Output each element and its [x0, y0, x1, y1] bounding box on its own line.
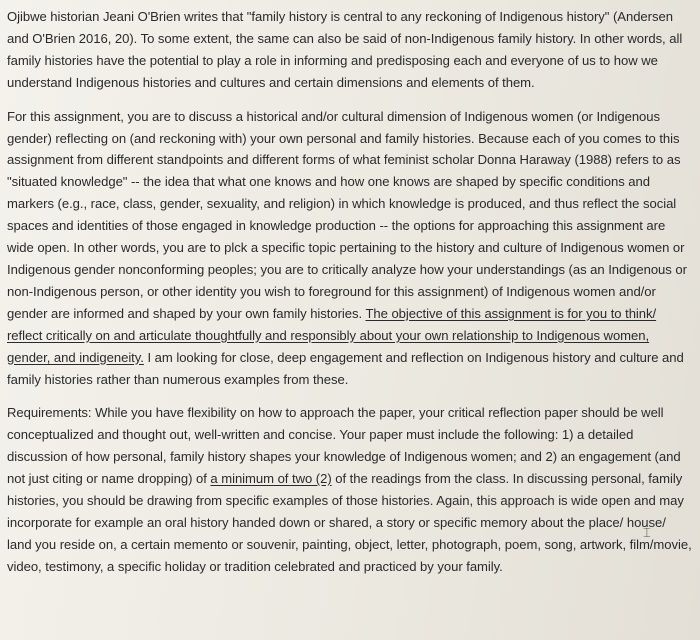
paragraph-intro-text: Ojibwe historian Jeani O'Brien writes that "family history is central to any reckoning of Indigenous history" (Andersen and O'Brien 2016, 20). To some extent, the same can also be said of non-Indigenous family history. In other words, all family histories have the potential to play a role in informing and predisposing each and everyone of us to how we understand Indigenous histories and cultures and certain dimensions and elements of them. [7, 9, 683, 90]
requirements-text-after: of the readings from the class. In discussing personal, family histories, you should be drawing from specific examples of those histories. Again, this approach is wide open and may incorporate for example an oral history handed down or shared, a story or specific memory about the place/ house/ land you reside on, a certain memento or souvenir, painting, object, letter, photograph, poem, song, artwork, film/movie, video, testimony, a specific holiday or tradition celebrated and practiced by your family. [7, 471, 692, 574]
text-cursor-icon: ⌶ [643, 526, 651, 541]
paragraph-requirements [7, 402, 692, 577]
assignment-text-after: I am looking for close, deep engagement and reflection on Indigenous history and culture and family histories rather than numerous examples from these. [7, 349, 684, 387]
paragraph-intro [7, 6, 692, 94]
paragraph-assignment [7, 106, 692, 391]
requirements-text-before: Requirements: While you have flexibility on how to approach the paper, your critical reflection paper should be well conceptualized and thought out, well-written and concise. Your paper must include the following: 1) a detailed discussion of how personal, family history shapes your knowledge of Indigenous women; and 2) an engagement (and not just citing or name dropping) of [7, 405, 681, 487]
assignment-objective-underlined: The objective of this assignment is for you to think/ reflect critically on and articulate thoughtfully and responsibly about your own relationship to Indigenous women, gender, and indigeneity. [7, 305, 657, 365]
assignment-text-before: For this assignment, you are to discuss a historical and/or cultural dimension of Indigenous women (or Indigenous gender) reflecting on (and reckoning with) your own personal and family histories. Because each of you comes to this assignment from different standpoints and different forms of what feminist scholar Donna Haraway (1988) refers to as "situated knowledge" -- the idea that what one knows and how one knows are shaped by specific conditions and markers (e.g., race, class, gender, sexuality, and religion) in which knowledge is produced, and thus reflect the social spaces and identities of those engaged in knowledge production -- the options for approaching this assignment are wide open. In other words, you are to plck a specific topic pertaining to the history and culture of Indigenous women or Indigenous gender nonconforming peoples; you are to critically analyze how your understandings (as an Indigenous or non-Indigenous person, or other identity you wish to foreground for this assignment) of Indigenous women and/or gender are informed and shaped by your own family histories. [7, 108, 687, 321]
requirements-minimum-underlined: a minimum of two (2) [210, 471, 332, 487]
